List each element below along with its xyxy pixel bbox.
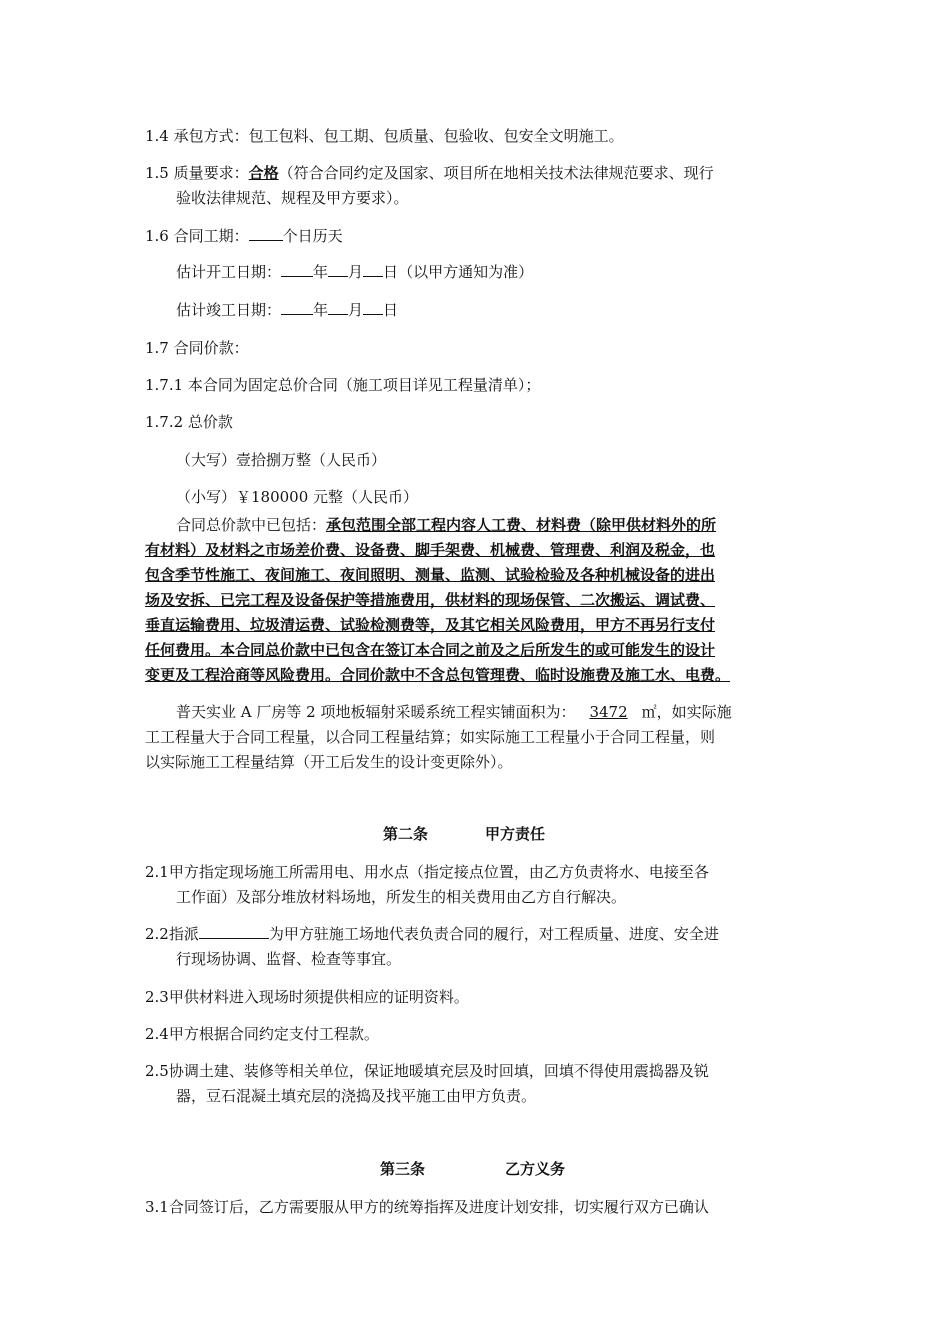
clause-2-5-line2: 器，豆石混凝土填充层的浇捣及找平施工由甲方负责。 — [176, 1087, 537, 1105]
clause-number: 1.4 — [145, 127, 169, 145]
clause-text: （符合合同约定及国家、项目所在地相关技术法律规范要求、现行 — [278, 164, 714, 182]
days-blank — [249, 224, 283, 241]
article-2-heading: 第二条 甲方责任 — [383, 825, 546, 843]
clause-1-5 — [145, 161, 800, 186]
clause-1-7-title: 1.7 合同价款： — [145, 339, 249, 357]
clause-2-2: 2.2指派 为甲方驻施工场地代表负责合同的履行，对工程质量、进度、安全进 — [145, 922, 800, 947]
article-3-heading: 第三条 乙方义务 — [380, 1160, 566, 1178]
quality-grade: 合格 — [248, 164, 279, 182]
area-value: 3472 — [589, 703, 628, 721]
clause-label: 质量要求： — [173, 164, 249, 182]
year-blank — [281, 260, 313, 277]
days-unit: 个日历天 — [282, 227, 343, 245]
clause-1-6 — [145, 224, 800, 249]
clause-3-1: 3.1合同签订后，乙方需要服从甲方的统筹指挥及进度计划安排，切实履行双方已确认 — [145, 1198, 709, 1216]
representative-blank — [199, 922, 269, 939]
start-date-line: 估计开工日期： 年 月 日（以甲方通知为准） — [176, 260, 533, 285]
clause-label: 合同工期： — [173, 227, 249, 245]
inclusions-line-1 — [176, 513, 716, 538]
month-blank — [328, 260, 348, 277]
month-blank — [328, 298, 348, 315]
clause-number: 1.5 — [145, 164, 169, 182]
day-blank — [363, 260, 383, 277]
year-blank — [281, 298, 313, 315]
area-line-1: 普天实业 A 厂房等 2 项地板辐射采暖系统工程实铺面积为： 3472 ㎡，如实际施 — [176, 703, 732, 721]
inclusions-line-3: 包含季节性施工、夜间施工、夜间照明、测量、监测、试验检验及各种机械设备的进出 — [145, 566, 716, 584]
inclusions-line-6: 任何费用。本合同总价款中已包含在签订本合同之前及之后所发生的或可能发生的设计 — [145, 641, 716, 659]
end-date-line: 估计竣工日期： 年 月 日 — [176, 298, 398, 323]
clause-1-7-2: 1.7.2 总价款 — [145, 413, 233, 431]
day-blank — [363, 298, 383, 315]
clause-text: 承包方式：包工包料、包工期、包质量、包验收、包安全文明施工。 — [173, 127, 624, 145]
clause-2-5: 2.5协调土建、装修等相关单位，保证地暖填充层及时回填，回填不得使用震捣器及锐 — [145, 1062, 709, 1080]
clause-2-4: 2.4甲方根据合同约定支付工程款。 — [145, 1025, 379, 1043]
clause-2-3: 2.3甲供材料进入现场时须提供相应的证明资料。 — [145, 988, 469, 1006]
clause-number: 1.6 — [145, 227, 169, 245]
inclusions-line-7: 变更及工程洽商等风险费用。合同价款中不含总包管理费、临时设施费及施工水、电费。 — [145, 666, 731, 684]
clause-1-7-1: 1.7.1 本合同为固定总价合同（施工项目详见工程量清单）； — [145, 376, 541, 394]
price-lowercase: （小写）￥180000 元整（人民币） — [176, 488, 419, 506]
clause-1-4 — [145, 124, 800, 149]
clause-2-1-line2: 工作面）及部分堆放材料场地，所发生的相关费用由乙方自行解决。 — [176, 888, 627, 906]
inclusions-line-5: 垂直运输费用、垃圾清运费、试验检测费等，及其它相关风险费用，甲方不再另行支付 — [145, 616, 716, 634]
price-uppercase: （大写）壹拾捌万整（人民币） — [176, 451, 387, 469]
inclusions-line-4: 场及安拆、已完工程及设备保护等措施费用，供材料的现场保管、二次搬运、调试费、 — [145, 591, 716, 609]
clause-2-1: 2.1甲方指定现场施工所需用电、用水点（指定接点位置，由乙方负责将水、电接至各 — [145, 863, 709, 881]
area-line-3: 以实际施工工程量结算（开工后发生的设计变更除外）。 — [145, 753, 513, 771]
clause-2-2-line2: 行现场协调、监督、检查等事宜。 — [176, 950, 402, 968]
area-line-2: 工工程量大于合同工程量，以合同工程量结算；如实际施工工程量小于合同工程量，则 — [145, 728, 716, 746]
inclusions-label: 合同总价款中已包括： — [176, 516, 327, 534]
inclusions-line-2: 有材料）及材料之市场差价费、设备费、脚手架费、机械费、管理费、利润及税金，也 — [145, 541, 716, 559]
clause-1-5-line2: 验收法律规范、规程及甲方要求）。 — [176, 189, 409, 207]
inclusions-text: 承包范围全部工程内容人工费、材料费（除甲供材料外的所 — [326, 516, 717, 534]
